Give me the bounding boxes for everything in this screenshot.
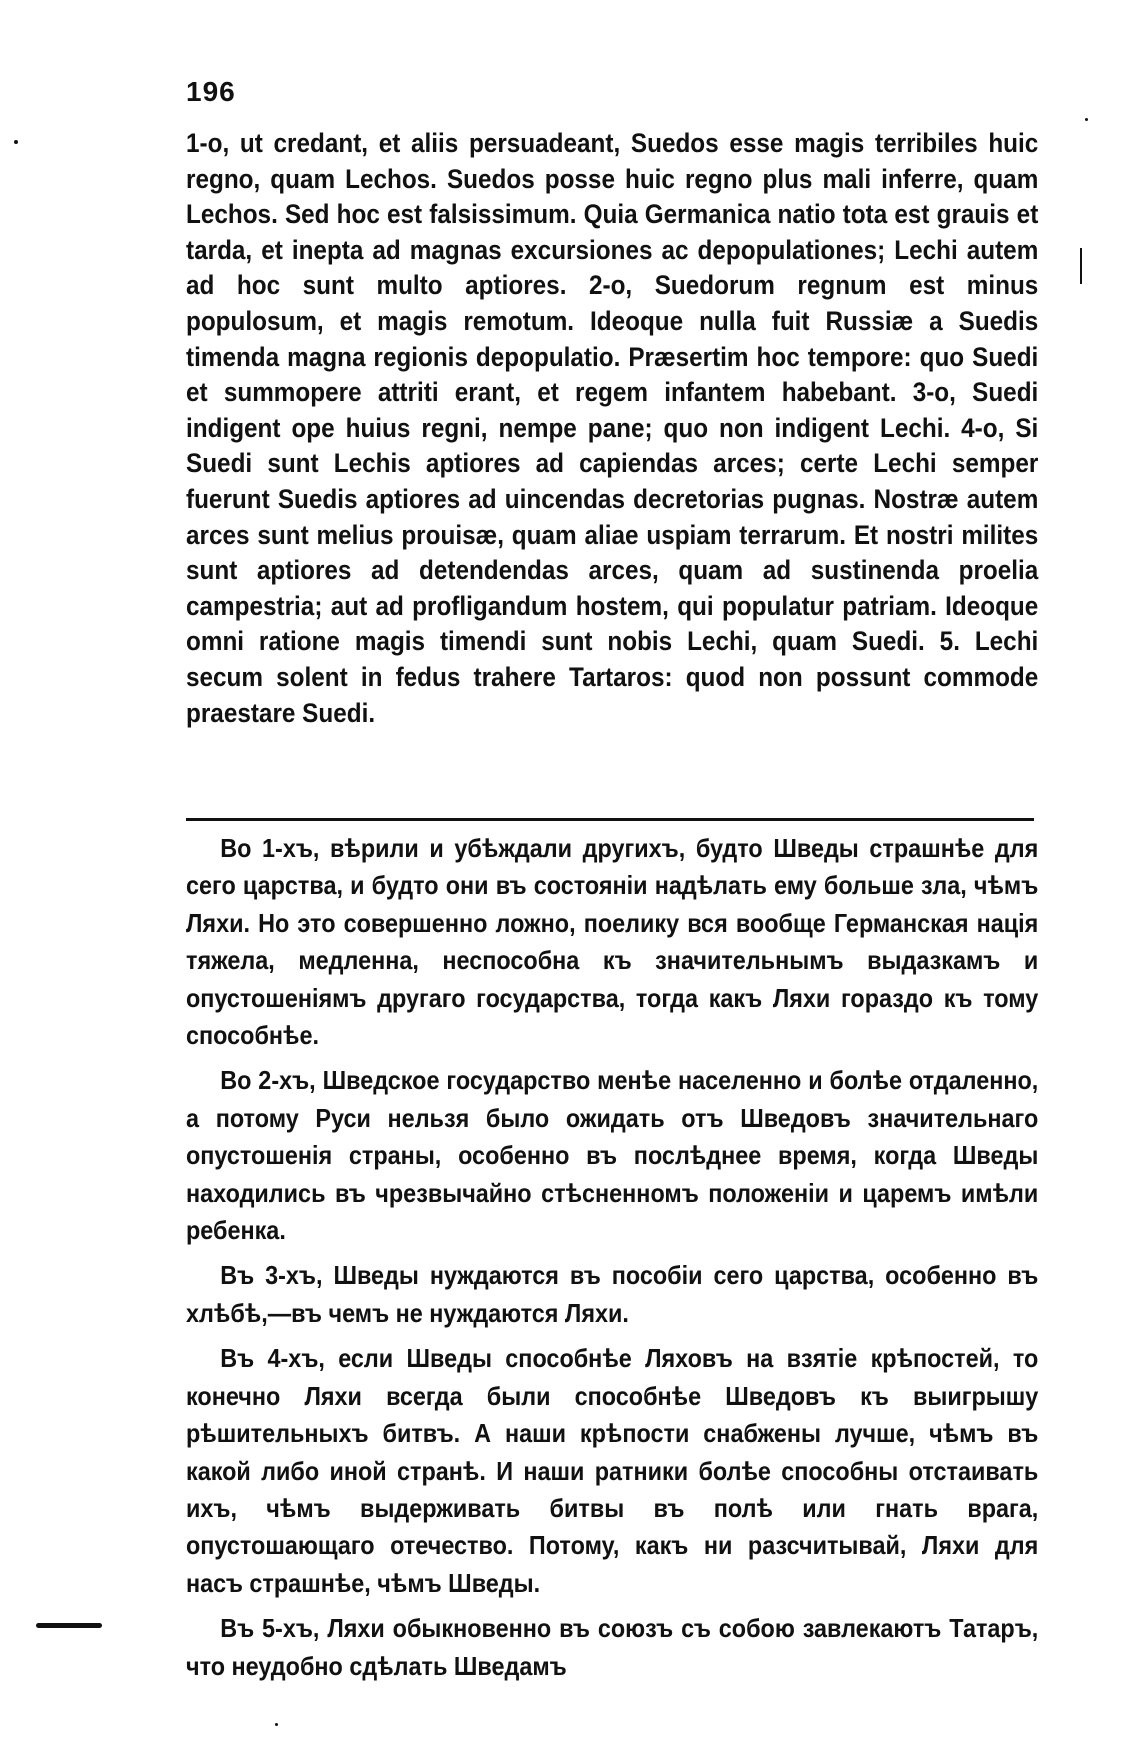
scan-speck xyxy=(1080,248,1082,284)
latin-paragraph: 1-o, ut credant, et aliis persuadeant, Suedos esse magis terribiles huic regno, quam Lechos. Suedos posse huic regno plus mali inferre, quam Lechos. Sed hoc est falsissimum. Quia Germanica natio tota est grauis et tarda, et inepta ad magnas excursiones ac depopulationes; Lechi autem ad hoc sunt multo aptiores. 2-o, Suedorum regnum est minus populosum, et magis remotum. Ideoque nulla fuit Russiæ a Suedis timenda magna regionis depopulatio. Præsertim hoc tempore: quo Suedi et summopere attriti erant, et regem infantem habebant. 3-o, Suedi indigent ope huius regni, nempe pane; quo non indigent Lechi. 4-o, Si Suedi sunt Lechis aptiores ad capiendas arces; certe Lechi semper fuerunt Suedis aptiores ad uincendas decretorias pugnas. Nostræ autem arces sunt melius prouisæ, quam aliae uspiam terrarum. Et nostri milites sunt aptiores ad detendendas arces, quam ad sustinenda proelia campestria; aut ad profligandum hostem, qui populatur patriam. Ideoque omni ratione magis timendi sunt nobis Lechi, quam Suedi. 5. Lechi secum solent in fedus trahere Tartaros: quod non possunt commode praestare Suedi. xyxy=(186,128,1039,728)
scan-speck xyxy=(14,140,18,144)
page-number: 196 xyxy=(186,76,236,107)
scan-speck xyxy=(1085,118,1088,121)
section-divider xyxy=(186,818,1034,821)
latin-text-block xyxy=(186,126,1039,731)
russian-paragraph-4: Въ 4-хъ, если Шведы способнѣе Ляховъ на взятіе крѣпостей, то конечно Ляхи всегда были способнѣе Шведовъ къ выигрышу рѣшительныхъ битвъ. А наши крѣпости снабжены лучше, чѣмъ въ какой либо иной странѣ. И наши ратники болѣе способны отстаивать ихъ, чѣмъ выдерживать битвы въ полѣ или гнать врага, опустошающаго отечество. Потому, какъ ни разсчитывай, Ляхи для насъ страшнѣе, чѣмъ Шведы. xyxy=(186,1343,1039,1598)
russian-paragraph-5: Въ 5-хъ, Ляхи обыкновенно въ союзъ съ собою завлекаютъ Татаръ, что неудобно сдѣлать Шведамъ xyxy=(186,1613,1039,1681)
russian-paragraph-3: Въ 3-хъ, Шведы нуждаются въ пособіи сего царства, особенно въ хлѣбѣ,—въ чемъ не нуждаются Ляхи. xyxy=(186,1260,1039,1328)
russian-paragraph-2: Во 2-хъ, Шведское государство менѣе населенно и болѣе отдаленно, а потому Руси нельзя было ожидать отъ Шведовъ значительнаго опустошенія страны, особенно въ послѣднее время, когда Шведы находились въ чрезвычайно стѣсненномъ положеніи и царемъ имѣли ребенка. xyxy=(186,1065,1039,1246)
russian-translation-block xyxy=(186,830,1039,1685)
russian-paragraph-1: Во 1-хъ, вѣрили и убѣждали другихъ, будто Шведы страшнѣе для сего царства, и будто они въ состояніи надѣлать ему больше зла, чѣмъ Ляхи. Но это совершенно ложно, поелику вся вообще Германская нація тяжела, медленна, неспособна къ значительнымъ выдазкамъ и опустошеніямъ другаго государства, тогда какъ Ляхи гораздо къ тому способнѣе. xyxy=(186,833,1039,1051)
scan-speck xyxy=(275,1723,278,1726)
margin-dash-mark xyxy=(36,1623,102,1628)
